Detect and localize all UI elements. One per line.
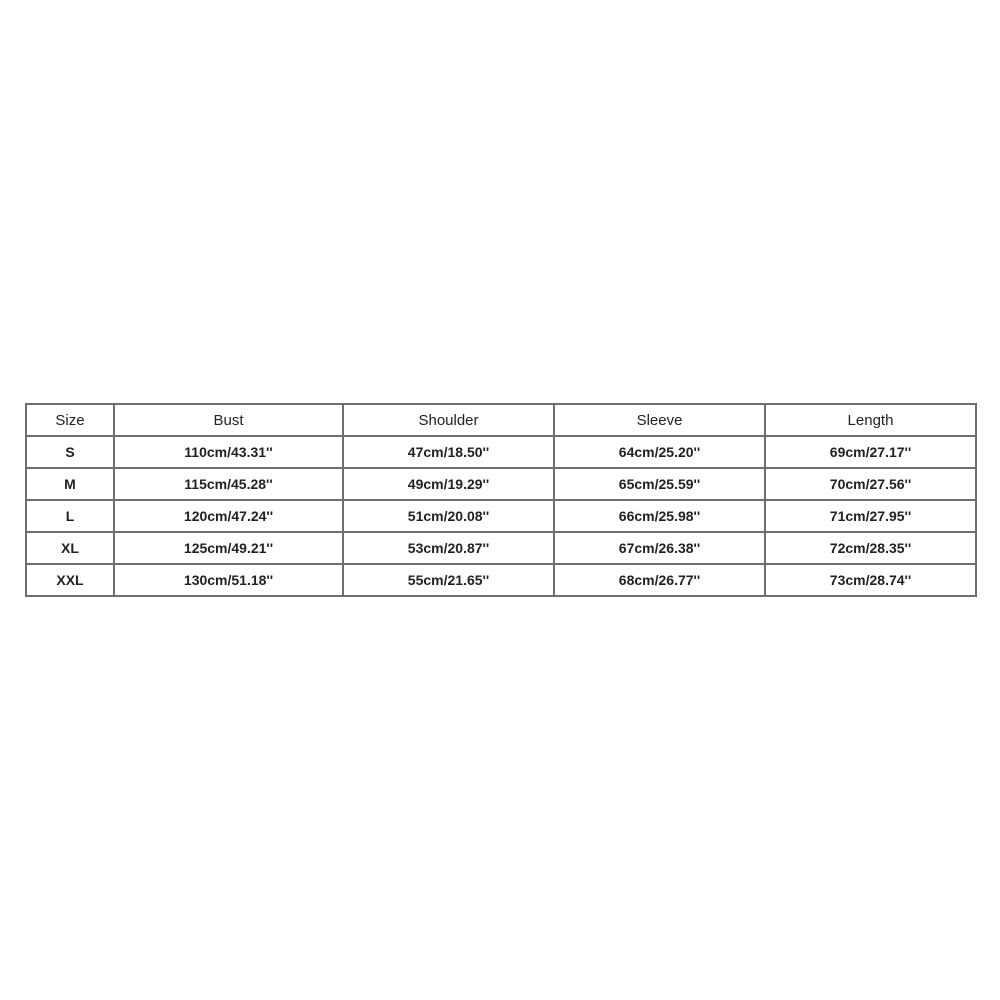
size-cell: XXL <box>26 564 114 596</box>
table-row <box>26 564 976 596</box>
shoulder-cell: 55cm/21.65'' <box>343 564 554 596</box>
length-cell: 69cm/27.17'' <box>765 436 976 468</box>
size-cell: XL <box>26 532 114 564</box>
header-bust: Bust <box>114 404 343 436</box>
header-shoulder: Shoulder <box>343 404 554 436</box>
sleeve-cell: 67cm/26.38'' <box>554 532 765 564</box>
shoulder-cell: 53cm/20.87'' <box>343 532 554 564</box>
shoulder-cell: 49cm/19.29'' <box>343 468 554 500</box>
header-sleeve: Sleeve <box>554 404 765 436</box>
table-row <box>26 500 976 532</box>
bust-cell: 125cm/49.21'' <box>114 532 343 564</box>
size-cell: M <box>26 468 114 500</box>
bust-cell: 120cm/47.24'' <box>114 500 343 532</box>
length-cell: 70cm/27.56'' <box>765 468 976 500</box>
table-row <box>26 436 976 468</box>
bust-cell: 115cm/45.28'' <box>114 468 343 500</box>
length-cell: 71cm/27.95'' <box>765 500 976 532</box>
sleeve-cell: 64cm/25.20'' <box>554 436 765 468</box>
size-cell: S <box>26 436 114 468</box>
table-row <box>26 468 976 500</box>
bust-cell: 110cm/43.31'' <box>114 436 343 468</box>
size-chart-table <box>25 403 977 597</box>
bust-cell: 130cm/51.18'' <box>114 564 343 596</box>
shoulder-cell: 47cm/18.50'' <box>343 436 554 468</box>
shoulder-cell: 51cm/20.08'' <box>343 500 554 532</box>
length-cell: 73cm/28.74'' <box>765 564 976 596</box>
header-length: Length <box>765 404 976 436</box>
sleeve-cell: 68cm/26.77'' <box>554 564 765 596</box>
table-header-row <box>26 404 976 436</box>
length-cell: 72cm/28.35'' <box>765 532 976 564</box>
sleeve-cell: 66cm/25.98'' <box>554 500 765 532</box>
size-cell: L <box>26 500 114 532</box>
table-row <box>26 532 976 564</box>
sleeve-cell: 65cm/25.59'' <box>554 468 765 500</box>
header-size: Size <box>26 404 114 436</box>
